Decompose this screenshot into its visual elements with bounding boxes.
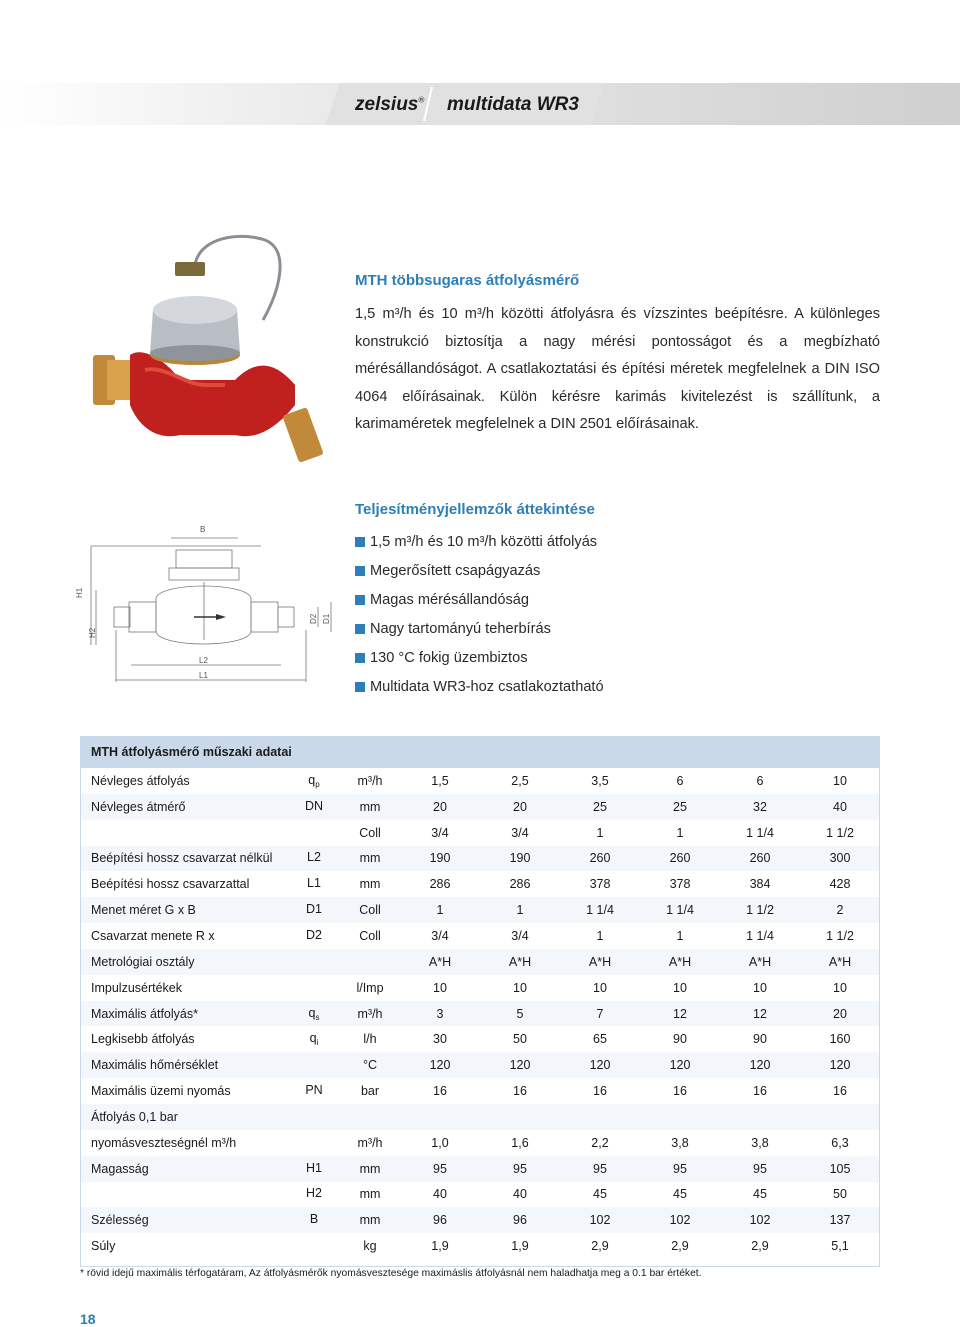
row-value: 286 — [400, 871, 480, 897]
row-label — [80, 1182, 288, 1208]
table-row — [80, 1001, 880, 1027]
row-value — [720, 1104, 800, 1130]
row-value: 25 — [560, 794, 640, 820]
bullet-square-icon — [355, 682, 365, 692]
row-value: 3,5 — [560, 768, 640, 794]
row-value: 102 — [720, 1207, 800, 1233]
row-label: Névleges átfolyás — [80, 768, 288, 794]
row-unit: kg — [340, 1233, 400, 1259]
row-symbol: H2 — [288, 1182, 340, 1208]
row-value: 6 — [720, 768, 800, 794]
row-value: A*H — [480, 949, 560, 975]
row-value: 30 — [400, 1026, 480, 1052]
row-value: 12 — [640, 1001, 720, 1027]
label-d1: D1 — [322, 613, 331, 624]
spec-table — [80, 768, 880, 1259]
features-list — [355, 528, 880, 702]
row-value — [400, 1104, 480, 1130]
row-value: 10 — [640, 975, 720, 1001]
row-value: 16 — [800, 1078, 880, 1104]
row-unit: l/h — [340, 1026, 400, 1052]
row-value: 95 — [480, 1156, 560, 1182]
row-symbol — [288, 949, 340, 975]
page-number: 18 — [80, 1311, 96, 1327]
row-label: Impulzusértékek — [80, 975, 288, 1001]
row-value: 102 — [560, 1207, 640, 1233]
row-label: Csavarzat menete R x — [80, 923, 288, 949]
row-value: 96 — [400, 1207, 480, 1233]
row-unit: Coll — [340, 820, 400, 846]
feature-item: Megerősített csapágyazás — [355, 557, 880, 586]
row-symbol: D1 — [288, 897, 340, 923]
label-h1: H1 — [75, 587, 84, 598]
row-value: 1 — [480, 897, 560, 923]
row-value: 45 — [720, 1182, 800, 1208]
row-value: 190 — [400, 846, 480, 872]
row-value: 1 1/2 — [800, 820, 880, 846]
row-symbol — [288, 1052, 340, 1078]
row-value: 260 — [720, 846, 800, 872]
row-value: 95 — [400, 1156, 480, 1182]
label-d2: D2 — [309, 613, 318, 624]
row-value: 40 — [400, 1182, 480, 1208]
row-label: Maximális üzemi nyomás — [80, 1078, 288, 1104]
row-unit: mm — [340, 846, 400, 872]
table-row — [80, 1233, 880, 1259]
row-value: 1 1/2 — [720, 897, 800, 923]
row-value: 5 — [480, 1001, 560, 1027]
bullet-square-icon — [355, 624, 365, 634]
row-value: 120 — [640, 1052, 720, 1078]
feature-item: Magas mérésállandóság — [355, 586, 880, 615]
row-value: 1 — [400, 897, 480, 923]
intro-title: MTH többsugaras átfolyásmérő — [355, 272, 580, 289]
row-value: 1 — [640, 923, 720, 949]
row-value: 45 — [560, 1182, 640, 1208]
row-label: Beépítési hossz csavarzat nélkül — [80, 846, 288, 872]
intro-paragraph: 1,5 m³/h és 10 m³/h közötti átfolyásra és vízszintes beépítésre. A különleges konstrukció biztosítja a nagy mérési pontosságot és a megbízható mérésállandóságot. A csatlakoztatási és építési méretek megfelelnek a DIN ISO 4064 előírásainak. Külön kérésre karimás kivitelezést is szállítunk, a karimaméretek megfelelnek a DIN 2501 előírásainak. — [355, 306, 880, 432]
row-label: Átfolyás 0,1 bar — [80, 1104, 288, 1130]
row-value: 10 — [800, 975, 880, 1001]
row-value: 6 — [640, 768, 720, 794]
row-symbol — [288, 1233, 340, 1259]
row-value: 16 — [400, 1078, 480, 1104]
row-value: 120 — [400, 1052, 480, 1078]
features-title: Teljesítményjellemzők áttekintése — [355, 501, 595, 518]
dimension-drawing — [76, 520, 336, 685]
row-value: 10 — [400, 975, 480, 1001]
row-value: 2,9 — [560, 1233, 640, 1259]
row-value: 40 — [800, 794, 880, 820]
brand-name: zelsius® — [355, 94, 425, 115]
row-value — [560, 1104, 640, 1130]
table-row — [80, 949, 880, 975]
row-value — [480, 1104, 560, 1130]
row-unit: mm — [340, 794, 400, 820]
row-unit: Coll — [340, 923, 400, 949]
row-value: 10 — [560, 975, 640, 1001]
row-label: Magasság — [80, 1156, 288, 1182]
row-value: 6,3 — [800, 1130, 880, 1156]
row-value: 16 — [720, 1078, 800, 1104]
row-value: 1,0 — [400, 1130, 480, 1156]
row-value: 137 — [800, 1207, 880, 1233]
row-value: 1 1/4 — [720, 820, 800, 846]
row-value: 16 — [560, 1078, 640, 1104]
row-value: A*H — [720, 949, 800, 975]
features-section — [355, 501, 880, 702]
row-value: A*H — [640, 949, 720, 975]
row-value: A*H — [800, 949, 880, 975]
row-unit: mm — [340, 871, 400, 897]
row-value — [640, 1104, 720, 1130]
row-value — [800, 1104, 880, 1130]
table-row — [80, 1156, 880, 1182]
row-label: Beépítési hossz csavarzattal — [80, 871, 288, 897]
row-value: 3/4 — [480, 923, 560, 949]
row-value: 190 — [480, 846, 560, 872]
row-value: 2,9 — [640, 1233, 720, 1259]
table-row — [80, 1207, 880, 1233]
row-value: 3/4 — [400, 923, 480, 949]
table-row — [80, 820, 880, 846]
row-symbol: $q_i$ — [288, 1026, 340, 1052]
row-value: 260 — [640, 846, 720, 872]
row-value: 3,8 — [720, 1130, 800, 1156]
row-value: 45 — [640, 1182, 720, 1208]
row-value: 1,5 — [400, 768, 480, 794]
row-value: 16 — [480, 1078, 560, 1104]
row-label: Névleges átmérő — [80, 794, 288, 820]
row-symbol: $q_p$ — [288, 768, 340, 794]
row-value: 102 — [640, 1207, 720, 1233]
row-value: 120 — [800, 1052, 880, 1078]
row-value: 384 — [720, 871, 800, 897]
intro-section — [355, 272, 880, 439]
row-unit: mm — [340, 1207, 400, 1233]
table-row — [80, 975, 880, 1001]
row-symbol: PN — [288, 1078, 340, 1104]
table-title: MTH átfolyásmérő műszaki adatai — [80, 736, 880, 768]
row-value: 3,8 — [640, 1130, 720, 1156]
row-symbol: L2 — [288, 846, 340, 872]
table-row — [80, 1130, 880, 1156]
row-unit — [340, 949, 400, 975]
row-value: 12 — [720, 1001, 800, 1027]
row-value: 3/4 — [480, 820, 560, 846]
row-value: 96 — [480, 1207, 560, 1233]
row-unit: m³/h — [340, 1130, 400, 1156]
row-symbol: H1 — [288, 1156, 340, 1182]
water-meter-photo — [85, 235, 335, 465]
row-symbol: $q_s$ — [288, 1001, 340, 1027]
table-row — [80, 1026, 880, 1052]
row-value: 3 — [400, 1001, 480, 1027]
row-unit: mm — [340, 1156, 400, 1182]
bullet-square-icon — [355, 566, 365, 576]
row-value: 1,6 — [480, 1130, 560, 1156]
row-value: 1 — [560, 820, 640, 846]
row-value: 378 — [560, 871, 640, 897]
row-label: Maximális hőmérséklet — [80, 1052, 288, 1078]
label-b: B — [200, 525, 206, 534]
footnote: * rövid idejű maximális térfogatáram, Az átfolyásmérők nyomásvesztesége maximáslis átfolyásnál nem haladhatja meg a 0.1 bar értéket. — [80, 1268, 702, 1279]
row-value: 2,9 — [720, 1233, 800, 1259]
row-value: 1 1/4 — [640, 897, 720, 923]
row-value: 10 — [480, 975, 560, 1001]
table-row — [80, 1182, 880, 1208]
row-value: 3/4 — [400, 820, 480, 846]
row-value: 120 — [720, 1052, 800, 1078]
row-unit: °C — [340, 1052, 400, 1078]
row-value: 300 — [800, 846, 880, 872]
bullet-square-icon — [355, 653, 365, 663]
table-row — [80, 794, 880, 820]
row-value: 260 — [560, 846, 640, 872]
row-value: 32 — [720, 794, 800, 820]
row-value: 1 — [560, 923, 640, 949]
row-label: Maximális átfolyás* — [80, 1001, 288, 1027]
row-value: 50 — [480, 1026, 560, 1052]
label-l2: L2 — [199, 656, 208, 665]
row-value: 95 — [560, 1156, 640, 1182]
spec-table-container — [80, 736, 880, 1259]
table-row — [80, 1052, 880, 1078]
row-value: 2 — [800, 897, 880, 923]
row-symbol — [288, 975, 340, 1001]
feature-item: 130 °C fokig üzembiztos — [355, 644, 880, 673]
feature-item: Multidata WR3-hoz csatlakoztatható — [355, 673, 880, 702]
row-value: 50 — [800, 1182, 880, 1208]
table-row — [80, 897, 880, 923]
row-value: 90 — [720, 1026, 800, 1052]
row-label: Legkisebb átfolyás — [80, 1026, 288, 1052]
table-row — [80, 923, 880, 949]
table-row — [80, 768, 880, 794]
row-label: Súly — [80, 1233, 288, 1259]
bullet-square-icon — [355, 537, 365, 547]
row-value: 428 — [800, 871, 880, 897]
row-label: Menet méret G x B — [80, 897, 288, 923]
row-unit: bar — [340, 1078, 400, 1104]
row-value: 20 — [800, 1001, 880, 1027]
row-value: 1 1/2 — [800, 923, 880, 949]
row-value: 105 — [800, 1156, 880, 1182]
row-unit: mm — [340, 1182, 400, 1208]
row-symbol — [288, 820, 340, 846]
row-value: 10 — [720, 975, 800, 1001]
feature-item: Nagy tartományú teherbírás — [355, 615, 880, 644]
row-value: 90 — [640, 1026, 720, 1052]
label-l1: L1 — [199, 671, 208, 680]
row-unit: l/Imp — [340, 975, 400, 1001]
feature-item: 1,5 m³/h és 10 m³/h közötti átfolyás — [355, 528, 880, 557]
row-value: 95 — [720, 1156, 800, 1182]
row-label — [80, 820, 288, 846]
row-value: 16 — [640, 1078, 720, 1104]
row-label: Metrológiai osztály — [80, 949, 288, 975]
row-value: 40 — [480, 1182, 560, 1208]
table-row — [80, 1078, 880, 1104]
table-row — [80, 846, 880, 872]
row-value: A*H — [400, 949, 480, 975]
row-symbol: L1 — [288, 871, 340, 897]
row-value: 378 — [640, 871, 720, 897]
row-value: 1,9 — [400, 1233, 480, 1259]
row-symbol: B — [288, 1207, 340, 1233]
row-value: 1 1/4 — [560, 897, 640, 923]
row-unit — [340, 1104, 400, 1130]
row-value: 286 — [480, 871, 560, 897]
row-symbol: D2 — [288, 923, 340, 949]
label-h2: H2 — [88, 627, 97, 638]
row-value: 10 — [800, 768, 880, 794]
bullet-square-icon — [355, 595, 365, 605]
row-value: 1 1/4 — [720, 923, 800, 949]
row-unit: Coll — [340, 897, 400, 923]
row-value: 7 — [560, 1001, 640, 1027]
row-label: nyomásveszteségnél m³/h — [80, 1130, 288, 1156]
row-value: 5,1 — [800, 1233, 880, 1259]
row-unit: m³/h — [340, 768, 400, 794]
row-value: 120 — [480, 1052, 560, 1078]
row-value: 1 — [640, 820, 720, 846]
table-row — [80, 871, 880, 897]
row-value: 65 — [560, 1026, 640, 1052]
row-value: 95 — [640, 1156, 720, 1182]
table-row — [80, 1104, 880, 1130]
row-label: Szélesség — [80, 1207, 288, 1233]
row-symbol — [288, 1104, 340, 1130]
row-unit: m³/h — [340, 1001, 400, 1027]
row-value: 120 — [560, 1052, 640, 1078]
row-symbol: DN — [288, 794, 340, 820]
row-symbol — [288, 1130, 340, 1156]
row-value: 2,2 — [560, 1130, 640, 1156]
row-value: A*H — [560, 949, 640, 975]
row-value: 25 — [640, 794, 720, 820]
row-value: 160 — [800, 1026, 880, 1052]
product-name: multidata WR3 — [447, 94, 579, 115]
row-value: 20 — [400, 794, 480, 820]
row-value: 2,5 — [480, 768, 560, 794]
row-value: 1,9 — [480, 1233, 560, 1259]
row-value: 20 — [480, 794, 560, 820]
